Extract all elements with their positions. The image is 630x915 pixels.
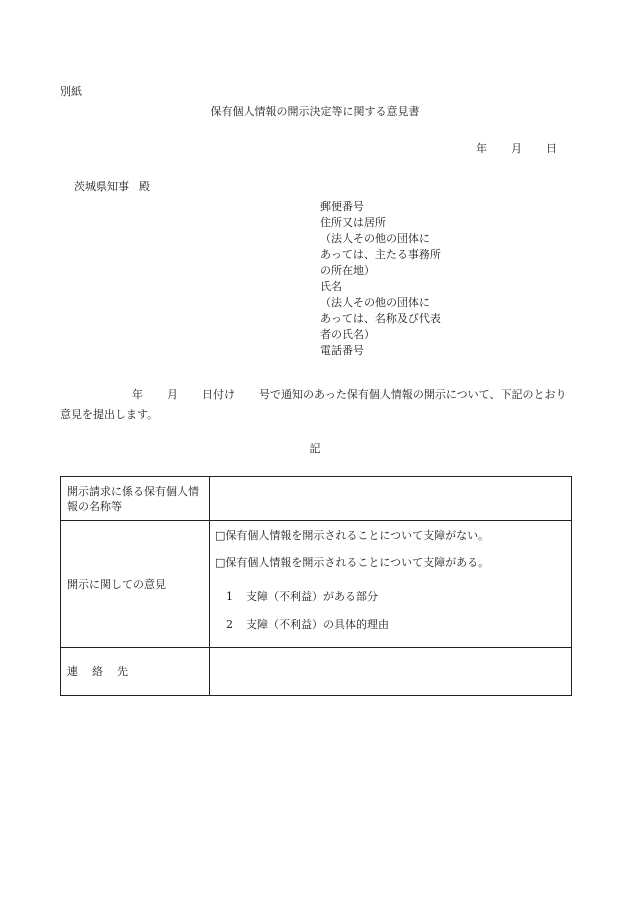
body-line-1 — [60, 385, 580, 405]
appendix-label: 別紙 — [60, 85, 82, 98]
document-title: 保有個人情報の開示決定等に関する意見書 — [210, 105, 420, 118]
body-paragraph — [60, 385, 580, 425]
body-line-2: 意見を提出します。 — [60, 408, 159, 421]
item-text: 支障（不利益）がある部分 — [246, 590, 378, 603]
option-no-objection[interactable]: □保有個人情報を開示されることについて支障がない。 — [215, 529, 490, 542]
sender-address-note: の所在地） — [320, 264, 375, 277]
body-dated: 日付け — [202, 388, 235, 401]
sender-name: 氏名 — [320, 280, 342, 293]
sender-address-note: あっては、主たる事務所 — [320, 248, 441, 261]
row-label-contact — [61, 648, 210, 696]
sender-address: 住所又は居所 — [320, 216, 386, 229]
date-line — [476, 143, 581, 154]
table-row — [61, 521, 572, 648]
ki-heading: 記 — [309, 442, 321, 455]
sender-postal-code: 郵便番号 — [320, 200, 364, 213]
body-year: 年 — [132, 388, 143, 401]
contact-field[interactable] — [210, 648, 572, 696]
body-number-text: 号で通知のあった保有個人情報の開示について、下記のとおり — [259, 388, 567, 401]
sender-phone: 電話番号 — [320, 344, 364, 357]
row-label-opinion: 開示に関しての意見 — [61, 521, 210, 648]
objection-reason-item — [226, 619, 389, 630]
contact-label: 連絡先 — [67, 665, 142, 678]
opinion-table — [60, 476, 572, 696]
sender-block — [320, 199, 441, 359]
date-day: 日 — [546, 142, 557, 155]
opinion-options — [210, 521, 571, 647]
table-row — [61, 477, 572, 521]
objection-part-item — [226, 591, 378, 602]
date-month: 月 — [511, 142, 522, 155]
addressee — [74, 181, 150, 192]
sender-name-note: あっては、名称及び代表 — [320, 312, 441, 325]
sender-name-note: 者の氏名） — [320, 328, 375, 341]
body-month: 月 — [167, 388, 178, 401]
addressee-name: 茨城県知事 — [74, 180, 129, 193]
opinion-field — [210, 521, 572, 648]
sender-address-note: （法人その他の団体に — [320, 232, 430, 245]
item-number: 1 — [226, 590, 233, 603]
item-text: 支障（不利益）の具体的理由 — [246, 618, 389, 631]
table-row — [61, 648, 572, 696]
date-year: 年 — [476, 142, 487, 155]
sender-name-note: （法人その他の団体に — [320, 296, 430, 309]
info-name-field[interactable] — [210, 477, 572, 521]
addressee-honorific: 殿 — [139, 180, 150, 193]
option-objection[interactable]: □保有個人情報を開示されることについて支障がある。 — [215, 556, 490, 569]
item-number: 2 — [226, 618, 233, 631]
row-label-info-name: 開示請求に係る保有個人情報の名称等 — [61, 477, 210, 521]
